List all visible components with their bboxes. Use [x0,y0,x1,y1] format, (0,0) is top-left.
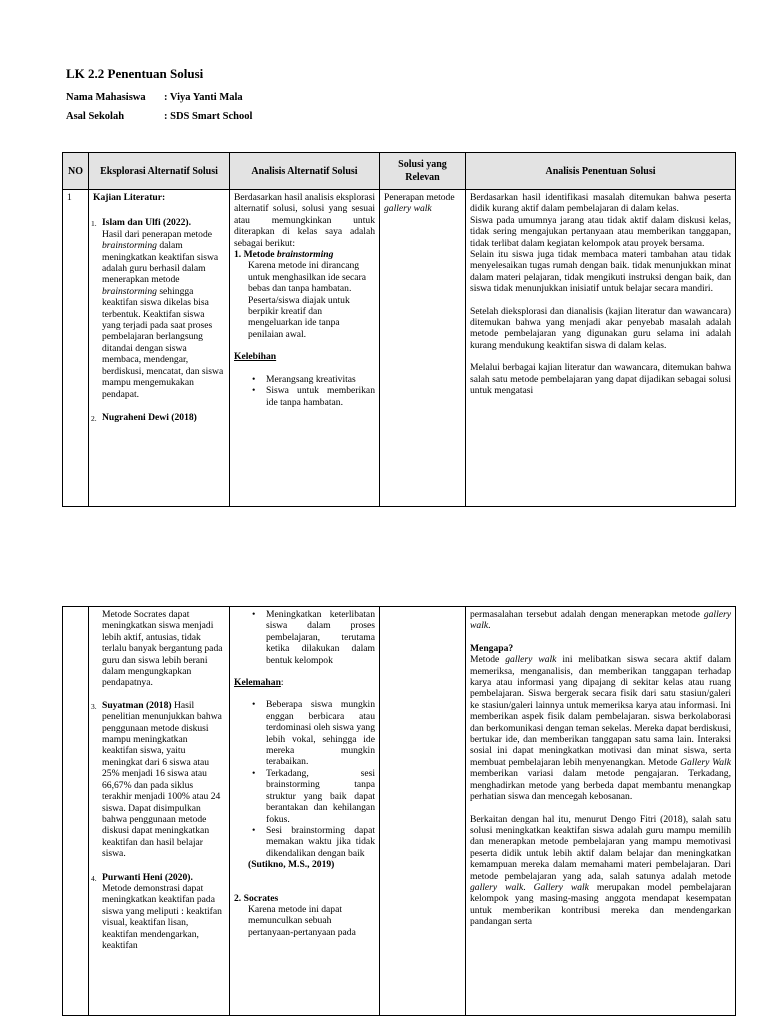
header-no: NO [63,153,89,190]
header-analisis-alternatif: Analisis Alternatif Solusi [230,153,380,190]
cell-eksplorasi-cont [89,607,230,1016]
cell-solusi-relevan-empty [380,607,466,1016]
cell-eksplorasi [89,190,230,507]
item-text: Hasil dari penerapan metode [102,228,213,240]
literature-list [93,700,225,952]
list-item: • Terkadang, sesi brainstorming tanpa struktur yang baik dapat berantakan dan kehilangan fokus. [252,767,375,825]
method-number: 2. [234,892,242,904]
item-emphasis: brainstorming [102,285,157,297]
solution-table-part-1 [62,152,736,507]
text: memberikan variasi dalam metode pengajaran. Terkadang, menghadirkan metode yang berbeda dapat membantu menangkap perhatian siswa dan mencegah kebosanan. [470,768,731,803]
method-number: 1. [234,249,242,261]
meta-label: Asal Sekolah [66,111,125,122]
item-text: sehingga keaktifan siswa dikelas bisa terbentuk. Keaktifan siswa yang terjadi pada saat proses pembelajaran berlangsung ditandai dengan siswa membaca, mendengar, berdiskusi, mencatat, dan siswa mampu mengemukakan pendapat. [102,285,224,400]
list-item [93,412,225,423]
cell-analisis-penentuan [466,190,736,507]
item-number: 4. [91,873,97,883]
text: merupakan model pembelajaran kelompok yang masing-masing anggota mendapat kesempatan untuk memberikan kontribusi mereka dan mendengarkan pandangan serta [470,881,732,928]
meta-value: : Viya Yanti Mala [164,92,243,103]
method-heading [234,893,375,904]
citation: (Sutikno, M.S., 2019) [248,859,335,871]
paragraph [470,609,731,632]
meta-value: : SDS Smart School [164,111,253,122]
text: Berkaitan dengan hal itu, menurut Dengo Fitri (2018), salah satu solusi meningkatkan keaktifan siswa adalah guru mampu memilih dan menerapkan metode pembelajaran yang mampu memotivasi peserta didik untuk lebih aktif dalam belajar dan meningkatkan kemampuan mereka dalam memahami materi pembelajaran. Dari metode pembelajaran yang ada, salah satunya adalah metode [470,813,731,882]
emphasis: Gallery Walk [680,756,731,768]
list-item [93,700,225,860]
header-eksplorasi: Eksplorasi Alternatif Solusi [89,153,230,190]
paragraph: Setelah dieksplorasi dan dianalisis (kajian literatur dan wawancara) ditemukan bahwa yang menjadi akar penyebab masalah adalah metode pembelajaran yang digunakan guru selama ini adalah kurang mendukung keaktifan siswa di dalam kelas. [470,305,731,351]
kelemahan-heading [234,677,375,688]
emphasis: gallery walk [470,609,731,632]
kelemahan-colon: : [280,677,284,689]
author-name: Nugraheni Dewi (2018) [102,411,197,423]
method-text: Karena metode ini dirancang untuk menghasilkan ide secara bebas dan tanpa hambatan. Peserta/siswa diajak untuk berpikir kreatif dan mengeluarkan ide tanpa penilaian awal. [248,260,367,340]
kelemahan-label: Kelemahan [234,677,281,689]
bullet-text: Terkadang, sesi brainstorming tanpa struktur yang baik dapat berantakan dan kehilangan fokus. [266,767,375,825]
row-number-empty [63,607,89,1016]
table-header-row [63,153,736,190]
author-name: Suyatman (2018) [102,699,172,711]
list-item [93,872,225,952]
cell-analisis-alternatif-cont [230,607,380,1016]
item-text: Metode demonstrasi dapat meningkatkan keaktifan pada siswa yang meliputi : keaktifan visual, keaktifan lisan, keaktifan mendengarkan, keaktifan [102,882,222,951]
paragraph [470,654,731,802]
item-emphasis: brainstorming [102,240,157,252]
paragraph: Berdasarkan hasil identifikasi masalah ditemukan bahwa peserta didik kurang aktif dalam pembelajaran di dalam kelas. [470,192,731,215]
cell-analisis-alternatif [230,190,380,507]
section-heading: Mengapa? [470,642,514,654]
meta-row-school [66,111,252,122]
list-item: • Sesi brainstorming dapat memakan waktu jika tidak dikendalikan dengan baik [252,824,375,859]
list-item [93,217,225,400]
row-number: 1 [63,190,89,507]
kelebihan-heading: Kelebihan [234,351,277,363]
paragraph: Melalui berbagai kajian literatur dan wawancara, ditemukan bahwa salah satu metode pembelajaran yang dapat dijadikan sebagai solusi untuk mengatasi [470,362,731,397]
bullet-text: Beberapa siswa mungkin enggan berbicara atau terdominasi oleh siswa yang lebih vokal, sehingga ide mereka mungkin terabaikan. [266,699,375,768]
paragraph [470,814,731,928]
paragraph: Selain itu siswa juga tidak membaca materi tambahan atau tidak menyelesaikan tugas rumah dengan baik. tidak menunjukkan minat dalam materi pelajaran, tidak mengikuti instruksi dengan baik, dan siswa tidak menunjukkan inisiatif untuk belajar secara mandiri. [470,249,731,295]
list-item: • Merangsang kreativitas [252,373,356,385]
text: . [488,620,491,632]
table-row [63,190,736,507]
method-name: Socrates [243,892,279,904]
item-number: 3. [91,701,97,711]
list-item: • Meningkatkan keterlibatan siswa dalam proses pembelajaran, terutama ketika dilakukan dalam bentuk kelompok [252,609,375,666]
paragraph: Siswa pada umumnya jarang atau tidak aktif dalam diskusi kelas, tidak sering mengajukan pertanyaan atau memberikan tanggapan, tidak terlibat dalam kegiatan kelompok atau proyek bersama. [470,214,731,249]
meta-label: Nama Mahasiswa [66,92,146,103]
cell-solusi-relevan [380,190,466,507]
item-text: Hasil penelitian menunjukkan bahwa penggunaan metode diskusi mampu meningkatkan keaktifan siswa, yaitu meningkat dari 6 siswa atau 25% menjadi 16 siswa atau 66,67% dan pada siklus terakhir menjadi 100% atau 24 siswa. Dapat disimpulkan bahwa penggunaan metode diskusi dapat meningkatkan keaktifan dan hasil belajar siswa. [102,699,222,860]
kelemahan-list [234,699,375,859]
item-number: 2. [91,413,97,423]
cell-analisis-penentuan-cont [466,607,736,1016]
page-title: LK 2.2 Penentuan Solusi [66,66,204,81]
solution-emphasis: gallery walk [384,203,432,215]
text: Metode [470,654,506,666]
emphasis: gallery walk [470,881,524,893]
text: permasalahan tersebut adalah dengan menerapkan metode [470,609,704,620]
solution-text: Penerapan metode [384,192,455,203]
bullet-text: Merangsang kreativitas [266,373,356,385]
analysis-intro: Berdasarkan hasil analisis eksplorasi alternatif solusi, solusi yang sesuai atau memungkinkan untuk diterapkan di kelas saya adalah sebagai berikut: [234,192,375,249]
item-text: dalam meningkatkan keaktifan siswa adalah guru berhasil dalam menerapkan metode [102,240,219,286]
bullet-text: Siswa untuk memberikan ide tanpa hambatan. [266,385,375,408]
emphasis: Gallery walk [533,881,589,893]
text: ini melibatkan siswa secara aktif dalam memeriksa, menganalisis, dan memberikan tanggapan terhadap karya atau informasi yang dipajang di sekitar kelas atau ruang pembelajaran. Siswa bergerak secara fisik dari satu stasiun/galeri ke stasiun/galeri lainnya untuk memeriksa karya atau informasi. Ini memberikan aspek fisik dalam pembelajaran. siswa berkolaborasi dan berkomunikasi dengan teman sekelas. Mereka dapat berdiskusi, bertukar ide, dan memberikan tanggapan satu sama lain. Interaksi sosial ini dapat meningkatkan motivasi dan minat siswa, serta membuat pembelajaran lebih menyenangkan. Metode [470,654,731,768]
method-heading [234,249,375,260]
method-label: Metode [243,249,277,261]
solution-table-part-2 [62,606,736,1016]
author-name: Islam dan Ulfi (2022). [102,217,192,229]
bullet-text: Meningkatkan keterlibatan siswa dalam proses pembelajaran, terutama ketika dilakukan dalam bentuk kelompok [266,609,375,666]
method-name: brainstorming [276,249,334,261]
literature-list [93,217,225,423]
author-name: Purwanti Heni (2020). [102,871,193,883]
kelebihan-list-cont [234,609,375,666]
table-row [63,607,736,1016]
header-analisis-penentuan: Analisis Penentuan Solusi [466,153,736,190]
literature-heading: Kajian Literatur: [93,192,166,203]
item-number: 1. [91,219,97,229]
list-item: • Siswa untuk memberikan ide tanpa hambatan. [252,385,375,408]
meta-row-name [66,92,243,103]
item-text: Metode Socrates dapat meningkatkan siswa menjadi lebih aktif, antusias, tidak terlalu banyak bergantung pada guru dan siswa lebih berani dalam mengungkapkan pendapatnya. [102,609,223,689]
text: . [523,881,534,893]
kelebihan-list [234,374,375,408]
bullet-text: Sesi brainstorming dapat memakan waktu jika tidak dikendalikan dengan baik [266,824,375,859]
header-solusi-relevan: Solusi yang Relevan [380,153,466,190]
emphasis: gallery walk [505,654,557,666]
list-item: • Beberapa siswa mungkin enggan berbicara atau terdominasi oleh siswa yang lebih vokal, sehingga ide mereka mungkin terabaikan. [252,699,375,768]
method-text: Karena metode ini dapat memunculkan sebuah pertanyaan-pertanyaan pada [248,903,356,938]
